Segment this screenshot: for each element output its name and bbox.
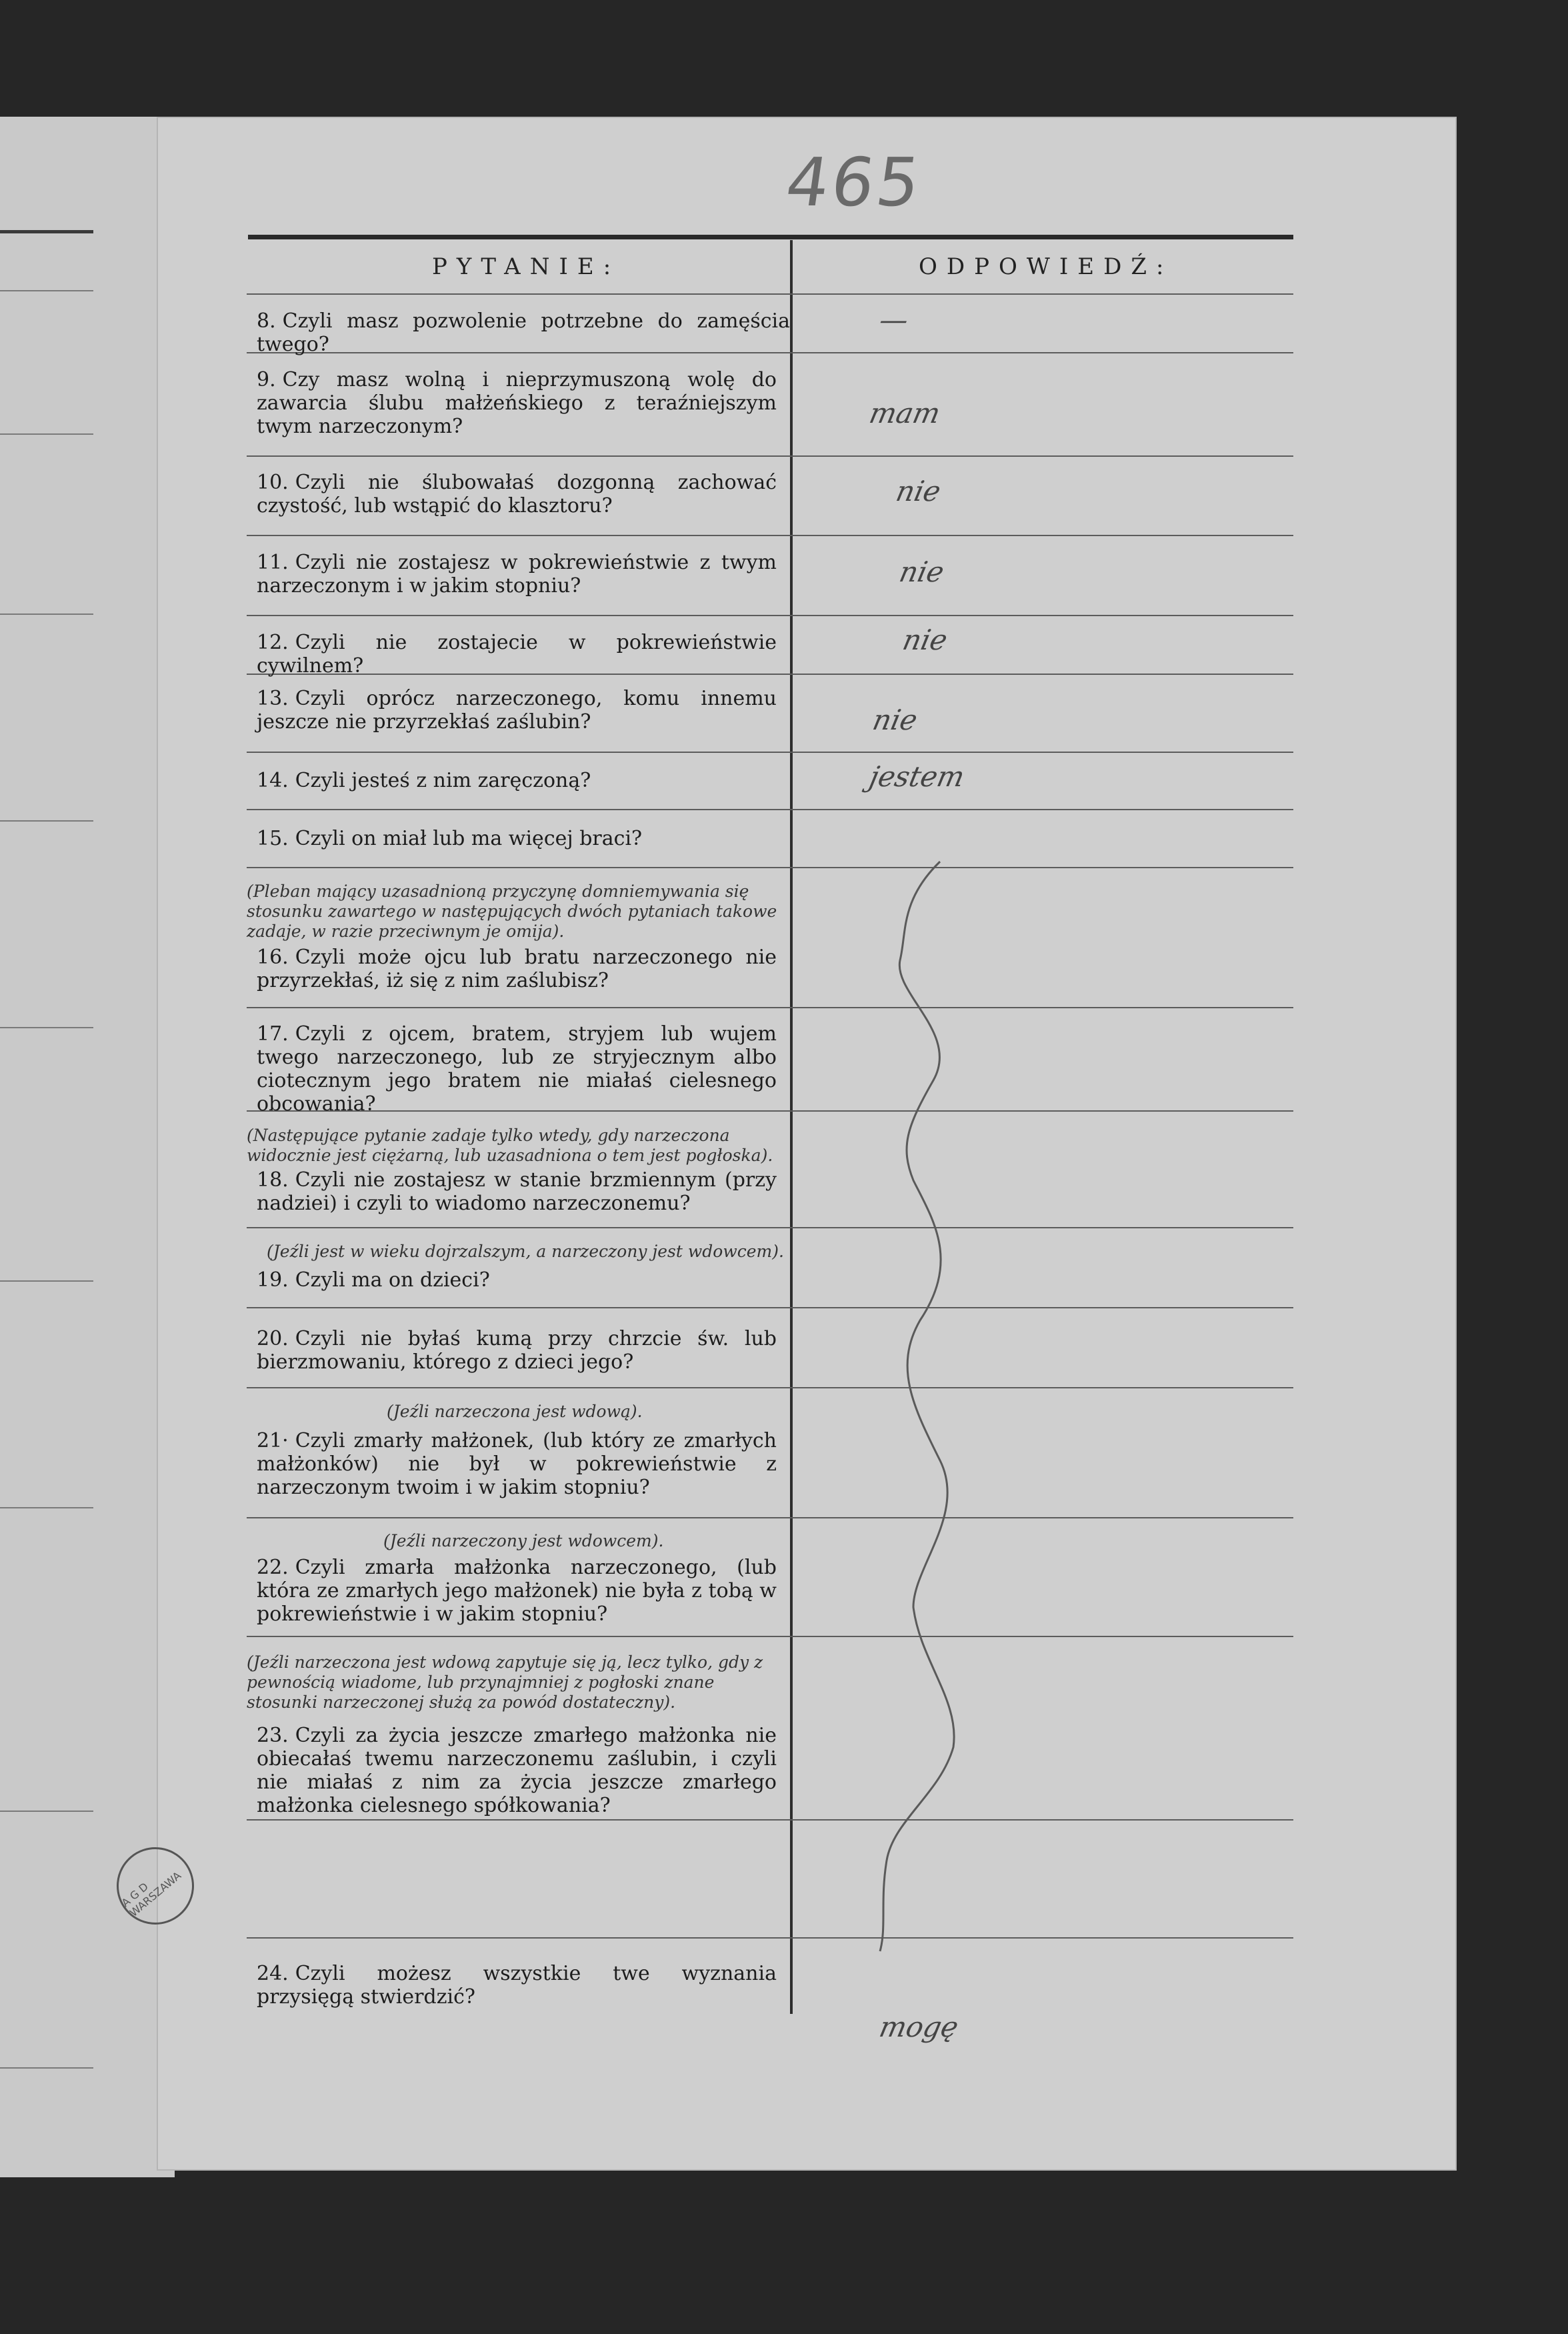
left-rule bbox=[0, 1027, 93, 1028]
question-13: 13. Czyli oprócz narzeczonego, komu innemu jeszcze nie przyrzekłaś zaślubin? bbox=[257, 687, 777, 734]
answer-13: nie bbox=[869, 704, 921, 736]
note-18: (Następujące pytanie zadaje tylko wtedy, gdy narzeczona widocznie jest ciężarną, lub uzasadniona o tem jest pogłoska). bbox=[247, 1126, 773, 1165]
row-rule bbox=[247, 1819, 1293, 1821]
note-16: (Pleban mający uzasadnioną przyczynę domniemywania się stosunku zawartego w następujących dwóch pytaniach takowe zadaje, w razie przeciwnym je omija). bbox=[247, 882, 777, 941]
row-rule bbox=[247, 1387, 1293, 1388]
row-rule bbox=[247, 752, 1293, 753]
left-rule bbox=[0, 614, 93, 615]
answer-11: nie bbox=[896, 555, 947, 588]
row-rule bbox=[247, 455, 1293, 457]
row-rule bbox=[247, 809, 1293, 810]
row-rule bbox=[247, 867, 1293, 868]
question-15: 15. Czyli on miał lub ma więcej braci? bbox=[257, 827, 643, 850]
left-rule bbox=[0, 1507, 93, 1508]
column-divider bbox=[790, 240, 793, 2014]
left-rule bbox=[0, 2067, 93, 2069]
question-14: 14. Czyli jesteś z nim zaręczoną? bbox=[257, 769, 591, 792]
left-rule bbox=[0, 433, 93, 435]
question-18: 18. Czyli nie zostajesz w stanie brzmiennym (przy nadziei) i czyli to wiadomo narzeczonemu? bbox=[257, 1168, 777, 1215]
question-8: 8. Czyli masz pozwolenie potrzebne do zamęścia twego? bbox=[257, 309, 790, 356]
left-rule bbox=[0, 1811, 93, 1812]
row-rule bbox=[247, 535, 1293, 536]
question-24: 24. Czyli możesz wszystkie twe wyznania przysięgą stwierdzić? bbox=[257, 1962, 777, 2009]
question-10: 10. Czyli nie ślubowałaś dozgonną zachować czystość, lub wstąpić do klasztoru? bbox=[257, 471, 777, 517]
question-11: 11. Czyli nie zostajesz w pokrewieństwie z twym narzeczonym i w jakim stopniu? bbox=[257, 551, 777, 598]
left-rule bbox=[0, 290, 93, 291]
answer-10: nie bbox=[893, 475, 944, 507]
question-20: 20. Czyli nie byłaś kumą przy chrzcie św. lub bierzmowaniu, którego z dzieci jego? bbox=[257, 1327, 777, 1374]
row-rule bbox=[247, 1937, 1293, 1939]
row-rule bbox=[247, 1007, 1293, 1008]
question-23: 23. Czyli za życia jeszcze zmarłego małżonka nie obiecałaś twemu narzeczonemu zaślubin, i czyli nie miałaś z nim za życia jeszcze zmarłego małżonka cielesnego spółkowania? bbox=[257, 1724, 777, 1817]
left-rule bbox=[0, 230, 93, 233]
note-23: (Jeźli narzeczona jest wdową zapytuje się ją, lecz tylko, gdy z pewnością wiadome, lub przynajmniej z pogłoski znane stosunki narzeczonej służą za powód dostateczny). bbox=[247, 1652, 763, 1712]
header-answer: ODPOWIEDŹ: bbox=[919, 253, 1173, 280]
answer-14: jestem bbox=[866, 760, 968, 793]
row-rule bbox=[247, 615, 1293, 616]
wavy-line-path bbox=[880, 862, 954, 1951]
answer-9: mam bbox=[866, 397, 943, 429]
archive-stamp: A G D WARSZAWA bbox=[101, 1831, 209, 1940]
question-19: 19. Czyli ma on dzieci? bbox=[257, 1268, 490, 1292]
question-16: 16. Czyli może ojcu lub bratu narzeczonego nie przyrzekłaś, iż się z nim zaślubisz? bbox=[257, 946, 777, 992]
question-9: 9. Czy masz wolną i nieprzymuszoną wolę do zawarcia ślubu małżeńskiego z teraźniejszym twym narzeczonym? bbox=[257, 368, 777, 438]
row-rule bbox=[247, 1307, 1293, 1308]
note-19: (Jeźli jest w wieku dojrzalszym, a narzeczony jest wdowcem). bbox=[267, 1242, 784, 1261]
note-21: (Jeźli narzeczona jest wdową). bbox=[387, 1402, 643, 1421]
row-rule bbox=[247, 1517, 1293, 1518]
header-question: PYTANIE: bbox=[432, 253, 621, 280]
question-17: 17. Czyli z ojcem, bratem, stryjem lub wujem twego narzeczonego, lub ze stryjecznym albo ciotecznym jego bratem nie miałaś cielesnego obcowania? bbox=[257, 1022, 777, 1116]
row-rule bbox=[247, 293, 1293, 295]
page-number: 465 bbox=[781, 143, 928, 221]
answer-12: nie bbox=[899, 624, 951, 656]
row-rule bbox=[247, 1636, 1293, 1637]
question-22: 22. Czyli zmarła małżonka narzeczonego, (lub która ze zmarłych jego małżonek) nie była z tobą w pokrewieństwie i w jakim stopniu? bbox=[257, 1556, 777, 1626]
left-rule bbox=[0, 820, 93, 822]
answer-8: — bbox=[876, 303, 912, 336]
row-rule bbox=[247, 1227, 1293, 1228]
question-12: 12. Czyli nie zostajecie w pokrewieństwie cywilnem? bbox=[257, 631, 777, 678]
note-22: (Jeźli narzeczony jest wdowcem). bbox=[383, 1531, 664, 1550]
left-rule bbox=[0, 1280, 93, 1282]
question-21: 21· Czyli zmarły małżonek, (lub który ze zmarłych małżonków) nie był w pokrewieństwie z narzeczonym twoim i w jakim stopniu? bbox=[257, 1429, 777, 1499]
header-top-rule bbox=[248, 235, 1293, 239]
answer-24: mogę bbox=[876, 2011, 962, 2043]
handwritten-wavy-line bbox=[860, 860, 980, 1954]
